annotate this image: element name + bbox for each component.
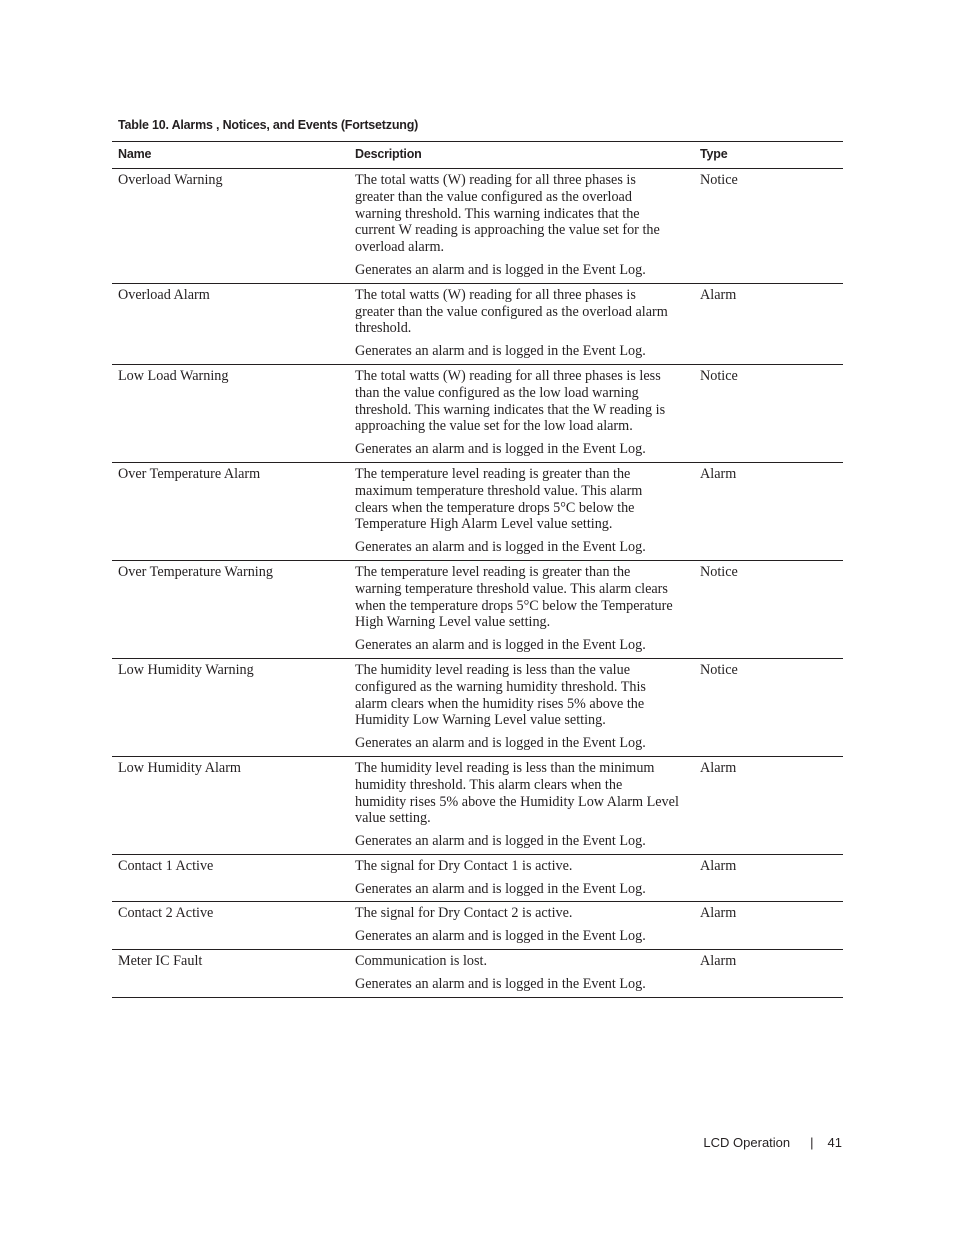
event-log-note: Generates an alarm and is logged in the Event Log. bbox=[355, 880, 646, 897]
row-name: Overload Warning bbox=[112, 169, 349, 284]
description-line: The total watts (W) reading for all three phases is bbox=[355, 286, 636, 303]
row-description bbox=[349, 364, 694, 462]
description-text bbox=[355, 287, 688, 337]
description-line: overload alarm. bbox=[355, 239, 445, 256]
table-row bbox=[112, 560, 843, 658]
description-text bbox=[355, 172, 688, 256]
row-type: Notice bbox=[694, 560, 843, 658]
row-name: Contact 1 Active bbox=[112, 854, 349, 902]
row-description bbox=[349, 902, 694, 950]
event-log-note: Generates an alarm and is logged in the Event Log. bbox=[355, 637, 646, 654]
description-line: High Warning Level value setting. bbox=[355, 614, 551, 631]
table-caption: Table 10. Alarms , Notices, and Events (Fortsetzung) bbox=[118, 118, 419, 132]
description-line: warning temperature threshold value. This alarm clears bbox=[355, 580, 668, 597]
table-body bbox=[112, 169, 843, 998]
description-line: greater than the value configured as the overload bbox=[355, 188, 632, 205]
alarms-table bbox=[112, 141, 843, 998]
table-row bbox=[112, 902, 843, 950]
description-line: Temperature High Alarm Level value setting. bbox=[355, 516, 613, 533]
description-text bbox=[355, 953, 688, 970]
row-description bbox=[349, 854, 694, 902]
description-line: greater than the value configured as the overload alarm bbox=[355, 303, 668, 320]
row-description bbox=[349, 169, 694, 284]
row-description bbox=[349, 462, 694, 560]
description-line: when the temperature drops 5°C below the Temperature bbox=[355, 597, 673, 614]
description-line: alarm clears when the humidity rises 5% above the bbox=[355, 695, 645, 712]
description-line: clears when the temperature drops 5°C below the bbox=[355, 499, 635, 516]
event-log-note: Generates an alarm and is logged in the Event Log. bbox=[355, 261, 646, 278]
row-name: Low Load Warning bbox=[112, 364, 349, 462]
description-line: than the value configured as the low load warning bbox=[355, 384, 639, 401]
column-header-description: Description bbox=[349, 142, 694, 169]
row-name: Low Humidity Warning bbox=[112, 658, 349, 756]
row-type: Notice bbox=[694, 658, 843, 756]
table-row bbox=[112, 756, 843, 854]
event-log-note: Generates an alarm and is logged in the Event Log. bbox=[355, 343, 646, 360]
description-line: humidity threshold. This alarm clears when the bbox=[355, 776, 623, 793]
description-text bbox=[355, 368, 688, 435]
description-line: maximum temperature threshold value. This alarm bbox=[355, 482, 643, 499]
table-row bbox=[112, 169, 843, 284]
row-description bbox=[349, 950, 694, 998]
table-row bbox=[112, 462, 843, 560]
table-header-row bbox=[112, 142, 843, 169]
row-name: Contact 2 Active bbox=[112, 902, 349, 950]
event-log-note: Generates an alarm and is logged in the Event Log. bbox=[355, 539, 646, 556]
table-row bbox=[112, 283, 843, 364]
description-text bbox=[355, 858, 688, 875]
row-type: Alarm bbox=[694, 756, 843, 854]
description-line: The total watts (W) reading for all three phases is less bbox=[355, 367, 661, 384]
row-type: Alarm bbox=[694, 854, 843, 902]
event-log-note: Generates an alarm and is logged in the Event Log. bbox=[355, 833, 646, 850]
description-line: current W reading is approaching the value set for the bbox=[355, 222, 660, 239]
page-number: 41 bbox=[827, 1135, 842, 1150]
description-line: humidity rises 5% above the Humidity Low Alarm Level bbox=[355, 793, 679, 810]
table-row bbox=[112, 658, 843, 756]
column-header-name: Name bbox=[112, 142, 349, 169]
description-text bbox=[355, 760, 688, 827]
description-line: warning threshold. This warning indicates that the bbox=[355, 205, 640, 222]
footer-separator: | bbox=[810, 1135, 814, 1150]
table-row bbox=[112, 854, 843, 902]
row-description bbox=[349, 560, 694, 658]
column-header-type: Type bbox=[694, 142, 843, 169]
description-text bbox=[355, 662, 688, 729]
table-row bbox=[112, 364, 843, 462]
row-name: Over Temperature Warning bbox=[112, 560, 349, 658]
row-name: Overload Alarm bbox=[112, 283, 349, 364]
row-type: Alarm bbox=[694, 950, 843, 998]
description-line: Humidity Low Warning Level value setting. bbox=[355, 712, 606, 729]
event-log-note: Generates an alarm and is logged in the Event Log. bbox=[355, 441, 646, 458]
event-log-note: Generates an alarm and is logged in the Event Log. bbox=[355, 975, 646, 992]
page-footer bbox=[703, 1135, 842, 1150]
description-line: The humidity level reading is less than the value bbox=[355, 661, 631, 678]
description-line: approaching the value set for the low load alarm. bbox=[355, 418, 633, 435]
row-description bbox=[349, 283, 694, 364]
row-name: Meter IC Fault bbox=[112, 950, 349, 998]
description-line: The humidity level reading is less than the minimum bbox=[355, 759, 655, 776]
description-line: threshold. bbox=[355, 320, 412, 337]
description-line: configured as the warning humidity threshold. This bbox=[355, 678, 646, 695]
event-log-note: Generates an alarm and is logged in the Event Log. bbox=[355, 928, 646, 945]
description-line: Communication is lost. bbox=[355, 953, 488, 970]
event-log-note: Generates an alarm and is logged in the Event Log. bbox=[355, 735, 646, 752]
description-line: threshold. This warning indicates that the W reading is bbox=[355, 401, 666, 418]
description-text bbox=[355, 905, 688, 922]
row-type: Alarm bbox=[694, 902, 843, 950]
row-description bbox=[349, 756, 694, 854]
row-description bbox=[349, 658, 694, 756]
row-type: Alarm bbox=[694, 283, 843, 364]
description-line: The signal for Dry Contact 2 is active. bbox=[355, 905, 573, 922]
description-line: value setting. bbox=[355, 810, 431, 827]
description-text bbox=[355, 564, 688, 631]
description-line: The signal for Dry Contact 1 is active. bbox=[355, 857, 573, 874]
table-row bbox=[112, 950, 843, 998]
row-type: Alarm bbox=[694, 462, 843, 560]
row-type: Notice bbox=[694, 364, 843, 462]
description-line: The temperature level reading is greater than the bbox=[355, 465, 631, 482]
description-text bbox=[355, 466, 688, 533]
row-type: Notice bbox=[694, 169, 843, 284]
description-line: The temperature level reading is greater than the bbox=[355, 563, 631, 580]
description-line: The total watts (W) reading for all three phases is bbox=[355, 172, 636, 188]
row-name: Over Temperature Alarm bbox=[112, 462, 349, 560]
footer-section-title: LCD Operation bbox=[703, 1135, 791, 1150]
row-name: Low Humidity Alarm bbox=[112, 756, 349, 854]
